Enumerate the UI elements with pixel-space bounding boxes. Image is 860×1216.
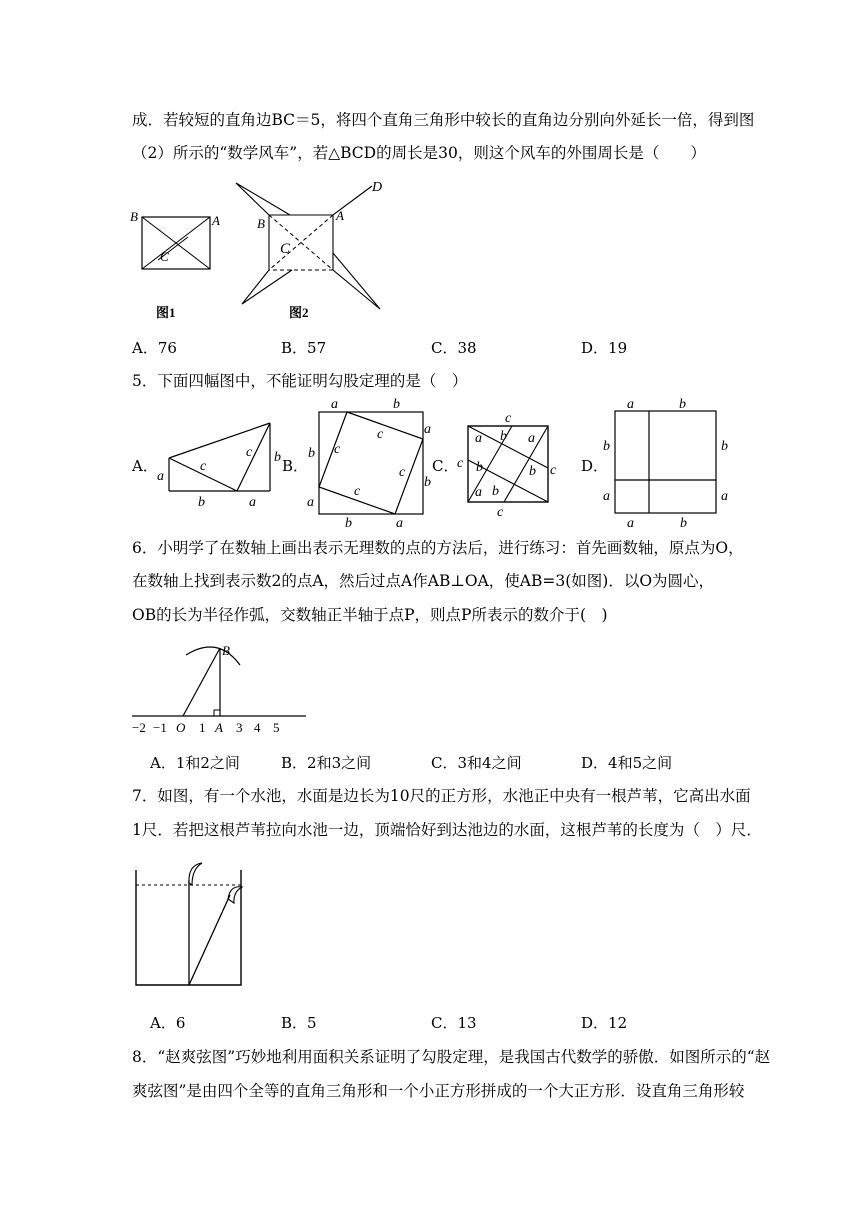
q6-number-line-figure	[128, 640, 308, 740]
q5-text-line-1: 5．下面四幅图中，不能证明勾股定理的是（ ）	[132, 372, 468, 390]
figd-label: a	[603, 489, 610, 504]
figc-label: b	[529, 464, 536, 479]
q5-option-a[interactable]: A．	[132, 457, 158, 475]
figd-label: a	[721, 489, 728, 504]
figd-label: b	[680, 516, 687, 531]
q6-text-line-1: 6．小明学了在数轴上画出表示无理数的点的方法后，进行练习：首先画数轴，原点为O，	[132, 539, 744, 557]
figc-label: c	[550, 463, 557, 478]
figa-label: a	[157, 469, 164, 484]
fig2-label-c: C	[280, 241, 291, 257]
figc-label: a	[475, 431, 482, 446]
figd-label: b	[721, 439, 728, 454]
fig1-label-c: C	[160, 249, 169, 264]
q4-text-line-1: 成．若较短的直角边BC＝5，将四个直角三角形中较长的直角边分别向外延长一倍，得到图	[132, 111, 755, 129]
q5-option-c[interactable]: C．	[432, 457, 459, 475]
fig2-label-d: D	[372, 180, 383, 195]
figa-label: c	[200, 459, 207, 474]
figc-label: b	[476, 460, 483, 475]
q5-figure-d[interactable]	[598, 396, 738, 531]
figc-label: c	[505, 411, 512, 426]
figa-label: a	[249, 495, 256, 510]
axis-label: O	[176, 720, 186, 735]
figb-label: a	[396, 516, 403, 531]
figb-label: a	[307, 495, 314, 510]
axis-label: A	[215, 720, 223, 735]
figc-label: c	[457, 456, 464, 471]
q7-option-d[interactable]: D．12	[581, 1014, 628, 1032]
q7-text-line-1: 7．如图，有一个水池，水面是边长为10尺的正方形，水池正中央有一根芦苇，它高出水面	[132, 787, 751, 805]
q5-figure-b[interactable]	[305, 396, 435, 531]
axis-label: 5	[273, 720, 280, 735]
q5-figure-c[interactable]	[455, 408, 570, 520]
axis-label: −2	[132, 720, 146, 735]
q7-text-line-2: 1尺．若把这根芦苇拉向水池一边，顶端恰好到达池边的水面，这根芦苇的长度为（ ）尺．	[132, 821, 762, 839]
figd-label: a	[627, 516, 634, 531]
fig2-label-a: A	[336, 208, 344, 223]
figc-label: a	[528, 431, 535, 446]
q6-text-line-2: 在数轴上找到表示数2的点A，然后过点A作AB⊥OA，使AB=3(如图)．以O为圆心，	[132, 572, 715, 590]
fig2-label-b: B	[257, 216, 265, 231]
point-b-label: B	[222, 643, 230, 658]
axis-label: −1	[153, 720, 167, 735]
figc-label: b	[492, 484, 499, 499]
q4-text-line-2: （2）所示的“数学风车”，若△BCD的周长是30，则这个风车的外围周长是（ ）	[132, 144, 706, 162]
figd-label: b	[603, 439, 610, 454]
figb-label: b	[345, 516, 352, 531]
figb-label: a	[424, 422, 431, 437]
figa-label: c	[246, 445, 253, 460]
q5-figure-a[interactable]	[150, 418, 290, 510]
figc-label: b	[500, 429, 507, 444]
q4-option-a[interactable]: A．76	[132, 339, 177, 357]
q7-option-c[interactable]: C．13	[431, 1014, 477, 1032]
q6-option-b[interactable]: B．2和3之间	[281, 754, 372, 772]
fig2-caption: 图2	[289, 305, 309, 320]
figa-label: b	[198, 495, 205, 510]
q7-pond-figure	[130, 855, 250, 995]
q5-option-b[interactable]: B．	[282, 457, 309, 475]
axis-label: 4	[254, 720, 261, 735]
figa-label: b	[274, 450, 281, 465]
figb-label: b	[393, 397, 400, 412]
figb-label: c	[377, 427, 384, 442]
q5-option-d[interactable]: D．	[581, 457, 609, 475]
figb-label: b	[424, 475, 431, 490]
q4-figure-2	[232, 178, 382, 323]
q4-figure-1	[128, 205, 228, 320]
q7-option-b[interactable]: B．5	[281, 1014, 317, 1032]
q6-option-d[interactable]: D．4和5之间	[581, 754, 673, 772]
fig1-label-b: B	[130, 209, 138, 224]
q4-option-c[interactable]: C．38	[431, 339, 477, 357]
figd-label: b	[679, 397, 686, 412]
figc-label: a	[475, 485, 482, 500]
figc-label: c	[497, 505, 504, 520]
q8-text-line-2: 爽弦图”是由四个全等的直角三角形和一个小正方形拼成的一个大正方形．设直角三角形较	[132, 1082, 745, 1100]
figb-label: a	[331, 397, 338, 412]
figd-label: a	[627, 397, 634, 412]
q7-option-a[interactable]: A．6	[150, 1014, 186, 1032]
fig1-caption: 图1	[156, 305, 176, 320]
q4-option-b[interactable]: B．57	[281, 339, 327, 357]
q6-text-line-3: OB的长为半径作弧，交数轴正半轴于点P，则点P所表示的数介于( )	[132, 606, 608, 624]
axis-label: 3	[236, 720, 243, 735]
figb-label: c	[354, 484, 361, 499]
q6-option-c[interactable]: C．3和4之间	[431, 754, 522, 772]
q4-option-d[interactable]: D．19	[581, 339, 628, 357]
figb-label: c	[334, 442, 341, 457]
fig1-label-a: A	[212, 213, 220, 228]
q6-option-a[interactable]: A．1和2之间	[150, 754, 240, 772]
figb-label: c	[399, 465, 406, 480]
figb-label: b	[308, 446, 315, 461]
axis-label: 1	[199, 720, 206, 735]
q8-text-line-1: 8．“赵爽弦图”巧妙地利用面积关系证明了勾股定理，是我国古代数学的骄傲．如图所示的“赵	[132, 1048, 771, 1066]
